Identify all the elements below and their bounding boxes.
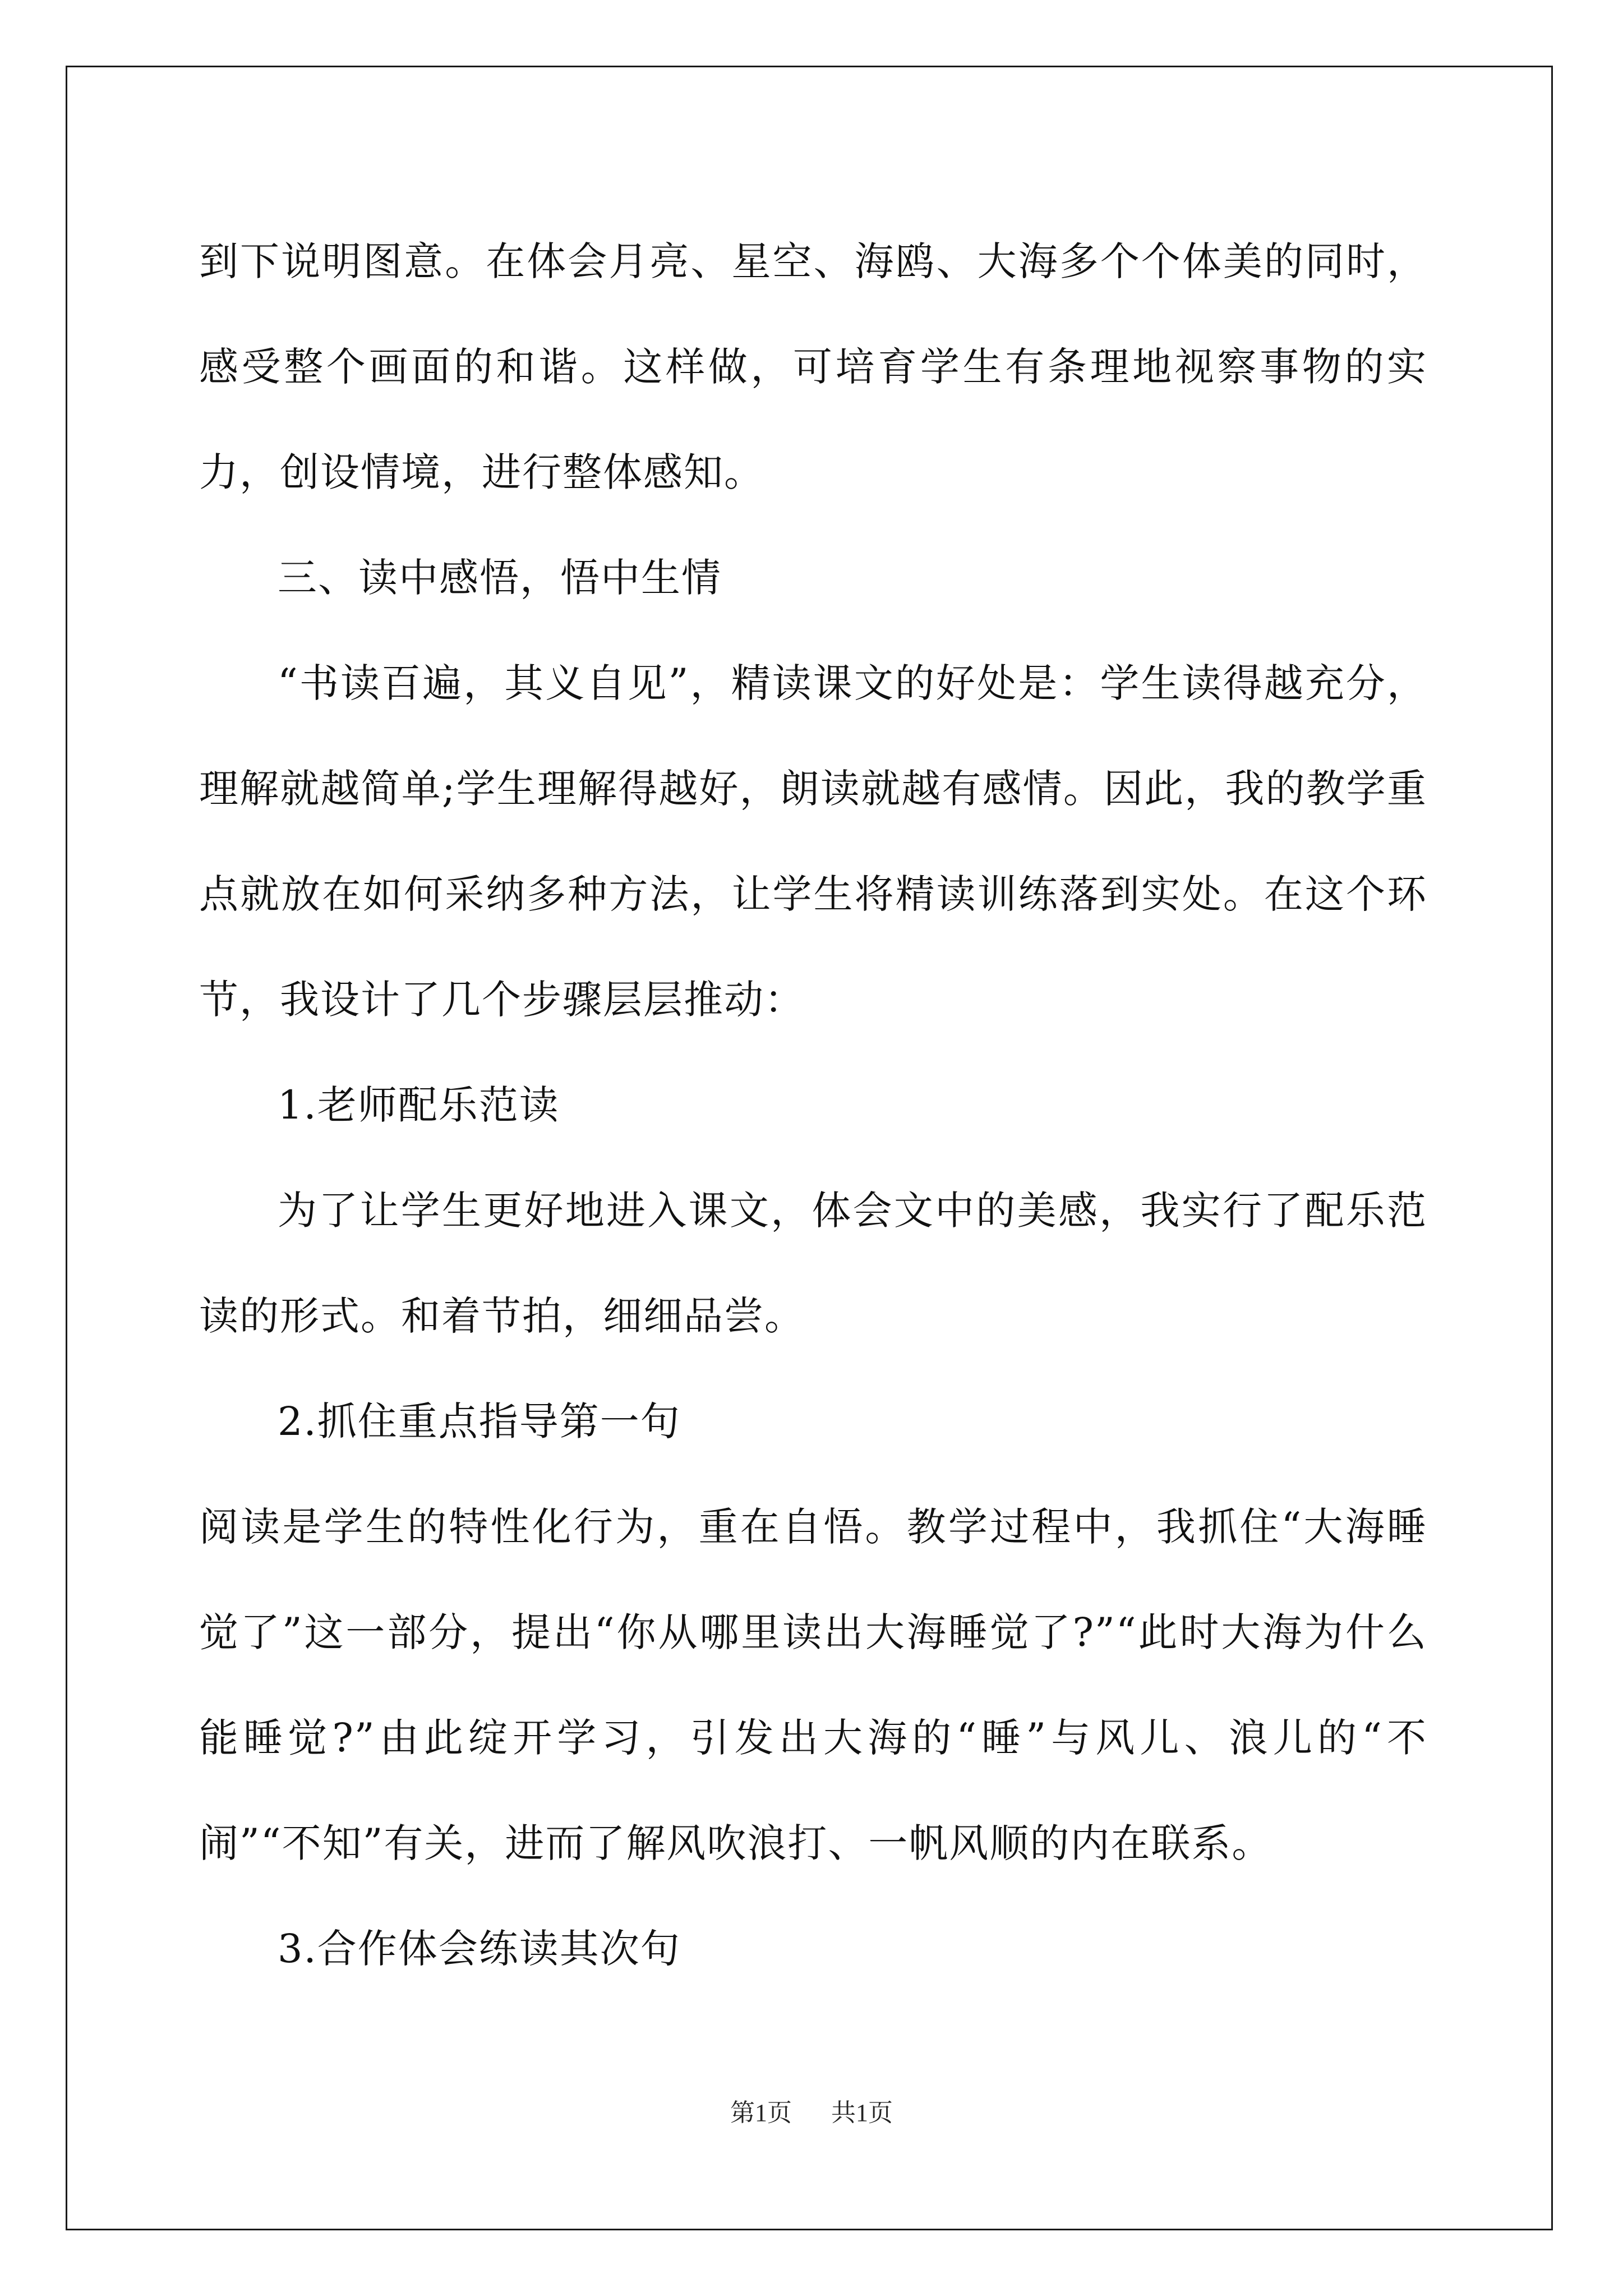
page-footer xyxy=(0,2092,1623,2128)
subheading: 3.合作体会练读其次句 xyxy=(278,1926,681,1972)
paragraph: 到下说明图意。在体会月亮、星空、海鸥、大海多个个体美的同时，感受整个画面的和谐。这样做，可培育学生有条理地视察事物的实力，创设情境，进行整体感知。 xyxy=(199,238,1427,495)
document-body xyxy=(199,209,1427,2001)
paragraph: 阅读是学生的特性化行为，重在自悟。教学过程中，我抓住“大海睡觉了”这一部分，提出“你从哪里读出大海睡觉了?”“此时大海为什么能睡觉?”由此绽开学习，引发出大海的“睡”与风儿、浪儿的“不闹”“不知”有关，进而了解风吹浪打、一帆风顺的内在联系。 xyxy=(199,1504,1427,1866)
section-heading: 三、读中感悟，悟中生情 xyxy=(278,555,722,601)
paragraph: “书读百遍，其义自见”，精读课文的好处是：学生读得越充分，理解就越简单;学生理解得越好，朗读就越有感情。因此，我的教学重点就放在如何采纳多种方法，让学生将精读训练落到实处。在这个环节，我设计了几个步骤层层推动： xyxy=(199,660,1427,1023)
subheading: 2.抓住重点指导第一句 xyxy=(278,1398,681,1444)
page-total: 共1页 xyxy=(831,2099,893,2127)
page-number: 第1页 xyxy=(730,2099,792,2127)
paragraph: 为了让学生更好地进入课文，体会文中的美感，我实行了配乐范读的形式。和着节拍，细细品尝。 xyxy=(199,1188,1427,1339)
subheading: 1.老师配乐范读 xyxy=(278,1082,560,1128)
